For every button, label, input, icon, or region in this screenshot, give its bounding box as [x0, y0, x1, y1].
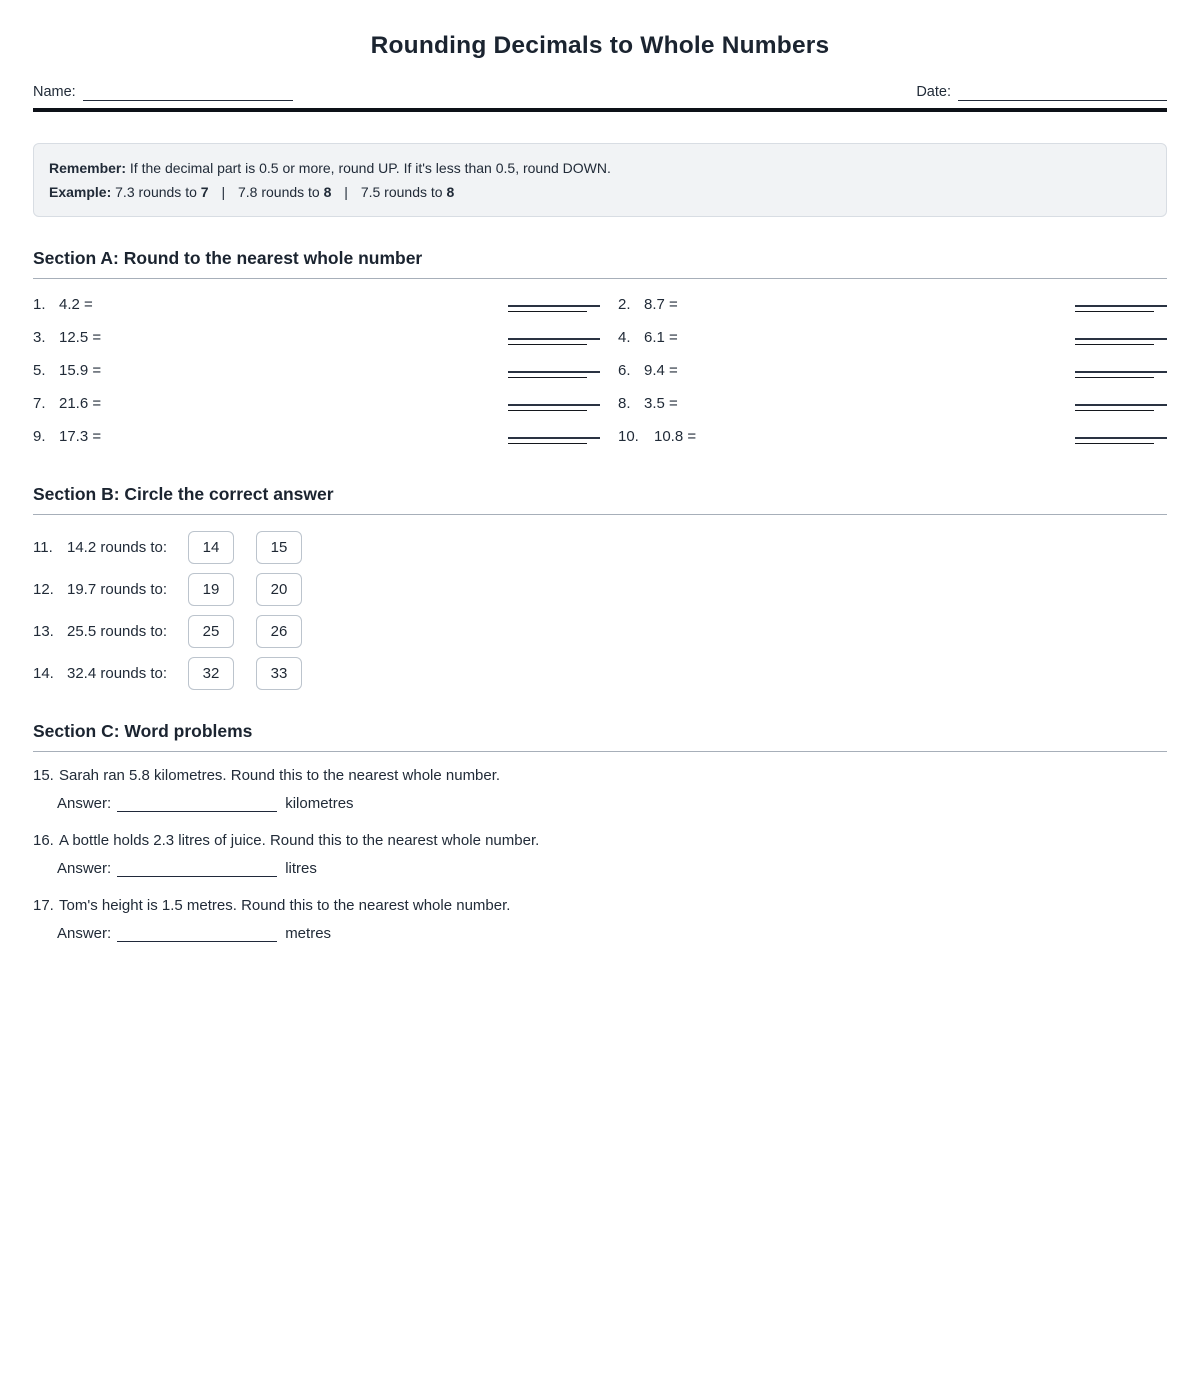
option-box-high[interactable]: 33: [256, 657, 302, 690]
question-number: 1.: [33, 295, 46, 313]
question-expression: 6.1 =: [644, 328, 678, 346]
name-date-row: [33, 84, 1167, 101]
answer-blank[interactable]: [508, 437, 600, 446]
question-number: 13.: [33, 622, 54, 640]
question-number: 7.: [33, 394, 46, 412]
answer-unit: metres: [285, 924, 332, 942]
option-box-low[interactable]: 25: [188, 615, 234, 648]
question-row-15: [33, 766, 1167, 814]
date-field: [916, 84, 1167, 101]
remember-text: If the decimal part is 0.5 or more, round UP. If it's less than 0.5, round DOWN.: [129, 159, 611, 176]
example-separator: |: [344, 183, 348, 200]
example-label: Example:: [49, 183, 112, 200]
question-number: 4.: [618, 328, 631, 346]
question-row-9: [33, 420, 600, 453]
date-label: Date:: [916, 84, 951, 100]
section-b-heading: Section B: Circle the correct answer: [33, 484, 1167, 515]
question-number: 15.: [33, 766, 54, 784]
answer-unit: litres: [285, 859, 317, 877]
question-number: 6.: [618, 361, 631, 379]
question-expression: 15.9 =: [59, 361, 102, 379]
option-box-high[interactable]: 26: [256, 615, 302, 648]
option-box-low[interactable]: 14: [188, 531, 234, 564]
example-1-answer: 7: [200, 183, 209, 200]
example-3-text: 7.5 rounds to: [360, 183, 443, 200]
question-expression: 17.3 =: [59, 427, 102, 445]
question-row-17: [33, 896, 1167, 944]
question-row-14: [33, 657, 1167, 690]
answer-blank[interactable]: [508, 371, 600, 380]
question-row-6: [600, 354, 1167, 387]
example-2-answer: 8: [323, 183, 332, 200]
answer-label: Answer:: [57, 924, 112, 942]
section-b-question-rows: [33, 531, 1167, 690]
option-box-low[interactable]: 19: [188, 573, 234, 606]
page-title: Rounding Decimals to Whole Numbers: [370, 32, 830, 59]
question-number: 8.: [618, 394, 631, 412]
problem-text: Sarah ran 5.8 kilometres. Round this to the nearest whole number.: [59, 766, 501, 784]
question-number: 10.: [618, 427, 639, 445]
question-row-10: [600, 420, 1167, 453]
question-expression: 3.5 =: [644, 394, 678, 412]
question-number: 9.: [33, 427, 46, 445]
answer-blank[interactable]: [1075, 371, 1167, 380]
question-row-12: [33, 573, 1167, 606]
section-a-question-grid: [33, 288, 1167, 453]
question-expression: 8.7 =: [644, 295, 678, 313]
question-row-2: [600, 288, 1167, 321]
question-row-7: [33, 387, 600, 420]
answer-blank[interactable]: [508, 404, 600, 413]
problem-line: [33, 896, 1167, 916]
answer-blank[interactable]: [117, 797, 277, 812]
question-number: 16.: [33, 831, 54, 849]
question-row-16: [33, 831, 1167, 879]
answer-blank[interactable]: [117, 862, 277, 877]
answer-label: Answer:: [57, 794, 112, 812]
name-input-line[interactable]: [83, 86, 293, 101]
question-number: 2.: [618, 295, 631, 313]
question-prompt: 25.5 rounds to:: [67, 622, 168, 640]
question-expression: 21.6 =: [59, 394, 102, 412]
name-label: Name:: [33, 84, 76, 100]
example-2-text: 7.8 rounds to: [237, 183, 320, 200]
section-c-heading: Section C: Word problems: [33, 721, 1167, 752]
question-row-3: [33, 321, 600, 354]
problem-text: Tom's height is 1.5 metres. Round this to the nearest whole number.: [59, 896, 511, 914]
section-a-heading: Section A: Round to the nearest whole number: [33, 248, 1167, 279]
answer-line: [57, 794, 1167, 814]
question-expression: 12.5 =: [59, 328, 102, 346]
example-line: [49, 180, 1151, 204]
problem-line: [33, 766, 1167, 786]
answer-line: [57, 924, 1167, 944]
option-box-high[interactable]: 20: [256, 573, 302, 606]
question-expression: 10.8 =: [654, 427, 697, 445]
remember-line: [49, 156, 1151, 180]
question-expression: 9.4 =: [644, 361, 678, 379]
question-row-1: [33, 288, 600, 321]
name-field: [33, 84, 293, 101]
question-row-8: [600, 387, 1167, 420]
question-number: 17.: [33, 896, 54, 914]
example-3-answer: 8: [446, 183, 455, 200]
problem-text: A bottle holds 2.3 litres of juice. Round this to the nearest whole number.: [59, 831, 540, 849]
question-number: 11.: [33, 538, 53, 556]
question-row-4: [600, 321, 1167, 354]
answer-blank[interactable]: [1075, 338, 1167, 347]
answer-blank[interactable]: [1075, 404, 1167, 413]
question-row-11: [33, 531, 1167, 564]
question-row-5: [33, 354, 600, 387]
example-separator: |: [221, 183, 226, 200]
option-box-low[interactable]: 32: [188, 657, 234, 690]
answer-blank[interactable]: [1075, 437, 1167, 446]
problem-line: [33, 831, 1167, 851]
remember-label: Remember:: [49, 159, 127, 176]
question-number: 3.: [33, 328, 46, 346]
answer-unit: kilometres: [285, 794, 354, 812]
remember-box: [33, 143, 1167, 217]
question-prompt: 32.4 rounds to:: [67, 664, 168, 682]
header-divider: [33, 108, 1167, 112]
answer-blank[interactable]: [508, 305, 600, 314]
question-expression: 4.2 =: [59, 295, 93, 313]
question-row-13: [33, 615, 1167, 648]
question-number: 5.: [33, 361, 46, 379]
answer-blank[interactable]: [508, 338, 600, 347]
section-c-word-problems: [33, 766, 1167, 944]
question-prompt: 19.7 rounds to:: [67, 580, 168, 598]
option-box-high[interactable]: 15: [256, 531, 302, 564]
question-number: 14.: [33, 664, 54, 682]
answer-line: [57, 859, 1167, 879]
date-input-line[interactable]: [958, 86, 1167, 101]
example-1-text: 7.3 rounds to: [115, 183, 197, 200]
answer-blank[interactable]: [117, 927, 277, 942]
answer-label: Answer:: [57, 859, 112, 877]
answer-blank[interactable]: [1075, 305, 1167, 314]
question-number: 12.: [33, 580, 54, 598]
question-prompt: 14.2 rounds to:: [67, 538, 168, 556]
